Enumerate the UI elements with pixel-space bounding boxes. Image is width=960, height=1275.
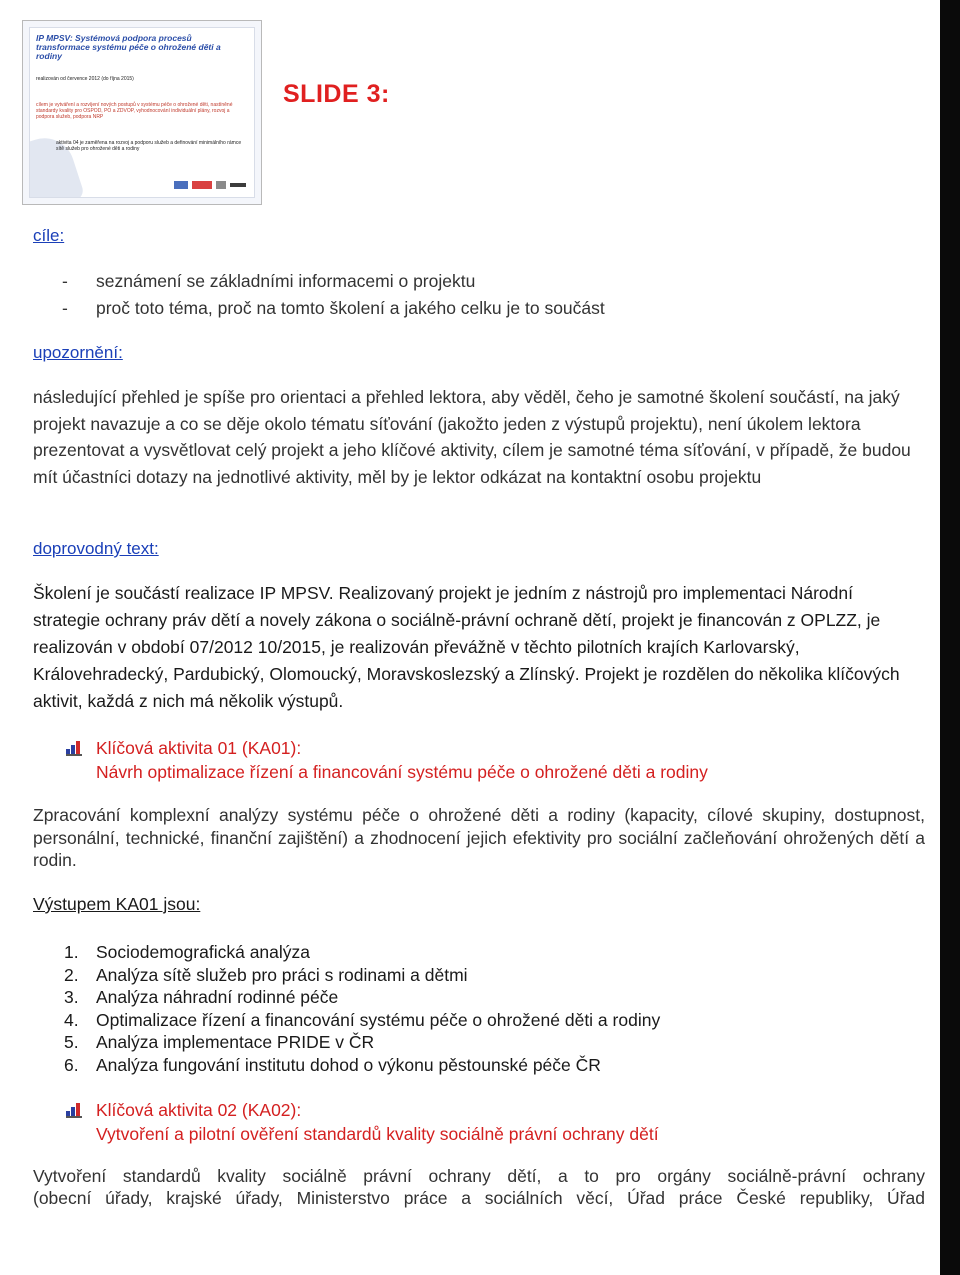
eu-logo: [174, 181, 188, 189]
accompanying-heading: doprovodný text:: [33, 539, 159, 558]
list-item: [64, 986, 660, 1009]
goal-text: proč toto téma, proč na tomto školení a jakého celku je to součást: [96, 298, 605, 318]
ka01-description: Zpracování komplexní analýzy systému péče o ohrožené děti a rodiny (kapacity, cílové skupiny, dostupnost, personální, technické, finanční zajištění) a zhodnocení jejich efektivity pro sociální začleňování ohrožených dětí a rodin.: [33, 805, 925, 870]
ka02-label: Klíčová aktivita 02 (KA02):: [96, 1100, 302, 1120]
ka01-outputs-label: Výstupem KA01 jsou:: [33, 894, 201, 914]
list-number: 2.: [64, 964, 79, 985]
notice-heading: upozornění:: [33, 343, 123, 362]
ka01-outputs-list: [64, 941, 660, 1076]
list-text: Analýza náhradní rodinné péče: [96, 987, 339, 1007]
thumbnail-logos: [174, 181, 246, 189]
oplzz-logo: [192, 181, 212, 189]
list-item: [64, 941, 660, 964]
ka02-description-line: (obecní úřady, krajské úřady, Ministerstvo práce a sociálních věcí, Úřad práce České republiky, Úřad: [33, 1188, 925, 1208]
thumbnail-bullet: cílem je vytváření a rozvíjení nových postupů v systému péče o ohrožené děti, nastíněné standardy kvality pro OSPOD, PO a ZDVOP, vyhodnocování individuální plány, rozvoj a podpora služeb, podpora NRP: [36, 102, 233, 120]
list-item: [64, 1031, 660, 1054]
list-number: 1.: [64, 942, 79, 962]
bar-chart-icon: [66, 1102, 82, 1116]
list-text: Optimalizace řízení a financování systému péče o ohrožené děti a rodiny: [96, 1009, 661, 1030]
bar-chart-icon: [66, 740, 82, 754]
partner-logo: [230, 183, 246, 187]
slide-thumbnail-canvas: [29, 27, 255, 198]
page-edge-bar: [940, 0, 960, 1275]
ka02-description-line: Vytvoření standardů kvality sociálně právní ochrany dětí, a to pro orgány sociálně-právní ochrany: [33, 1166, 925, 1186]
list-number: 4.: [64, 1009, 79, 1030]
ka01-label: Klíčová aktivita 01 (KA01):: [96, 738, 302, 758]
thumbnail-title: IP MPSV: Systémová podpora procesů transformace systému péče o ohrožené děti a rodiny: [36, 33, 221, 61]
list-text: Sociodemografická analýza: [96, 942, 311, 962]
slide-thumbnail: [22, 20, 262, 205]
list-number: 6.: [64, 1054, 79, 1075]
ka01-title: [96, 736, 708, 784]
thumbnail-bullet: realizován od července 2012 (do října 2015): [36, 76, 134, 82]
dash-marker: -: [62, 271, 68, 291]
list-item: [62, 268, 605, 295]
slide-title: SLIDE 3:: [283, 80, 390, 108]
accompanying-text: Školení je součástí realizace IP MPSV. Realizovaný projekt je jedním z nástrojů pro implementaci Národní strategie ochrany práv dětí a novely zákona o sociálně-právní ochraně dětí, projekt je financován z OPLZZ, je realizován v období 07/2012 10/2015, je realizován převážně v těchto pilotních krajích Karlovarský, Královehradecký, Pardubický, Olomoucký, Moravskoslezský a Zlínský. Projekt je rozdělen do několika klíčových aktivit, každá z nich má několik výstupů.: [33, 583, 900, 711]
goals-heading: cíle:: [33, 226, 65, 245]
list-item: [64, 1009, 660, 1032]
ka02-name: Vytvoření a pilotní ověření standardů kvality sociálně právní ochrany dětí: [96, 1124, 659, 1144]
list-number: 5.: [64, 1032, 79, 1052]
mpsv-logo: [216, 181, 226, 189]
list-item: [64, 1054, 660, 1077]
goal-text: seznámení se základními informacemi o projektu: [96, 271, 476, 291]
list-item: [64, 964, 660, 987]
list-item: [62, 295, 605, 322]
dash-marker: -: [62, 298, 68, 318]
notice-text: následující přehled je spíše pro orientaci a přehled lektora, aby věděl, čeho je samotné školení součástí, na jaký projekt navazuje a co se děje okolo tématu síťování (jakožto jeden z výstupů projektu), není úkolem lektora prezentovat a vysvětlovat celý projekt a jeho klíčové aktivity, cílem je samotné téma síťování, v případě, že budou mít účastníci dotazy na jednotlivé aktivity, měl by je lektor odkázat na kontaktní osobu projektu: [33, 387, 911, 487]
list-text: Analýza fungování institutu dohod o výkonu pěstounské péče ČR: [96, 1054, 601, 1075]
ka01-heading: [66, 736, 708, 784]
thumbnail-bullet: aktivita 04 je zaměřena na rozvoj a podporu služeb a definování minimálního rámce sítě služeb pro ohrožené děti a rodiny: [56, 140, 242, 152]
ka02-heading: [66, 1098, 659, 1146]
ka02-title: [96, 1098, 659, 1146]
ka01-name: Návrh optimalizace řízení a financování systému péče o ohrožené děti a rodiny: [96, 762, 708, 782]
list-number: 3.: [64, 987, 79, 1007]
goals-list: [62, 268, 605, 322]
list-text: Analýza sítě služeb pro práci s rodinami a dětmi: [96, 964, 468, 985]
list-text: Analýza implementace PRIDE v ČR: [96, 1032, 375, 1052]
